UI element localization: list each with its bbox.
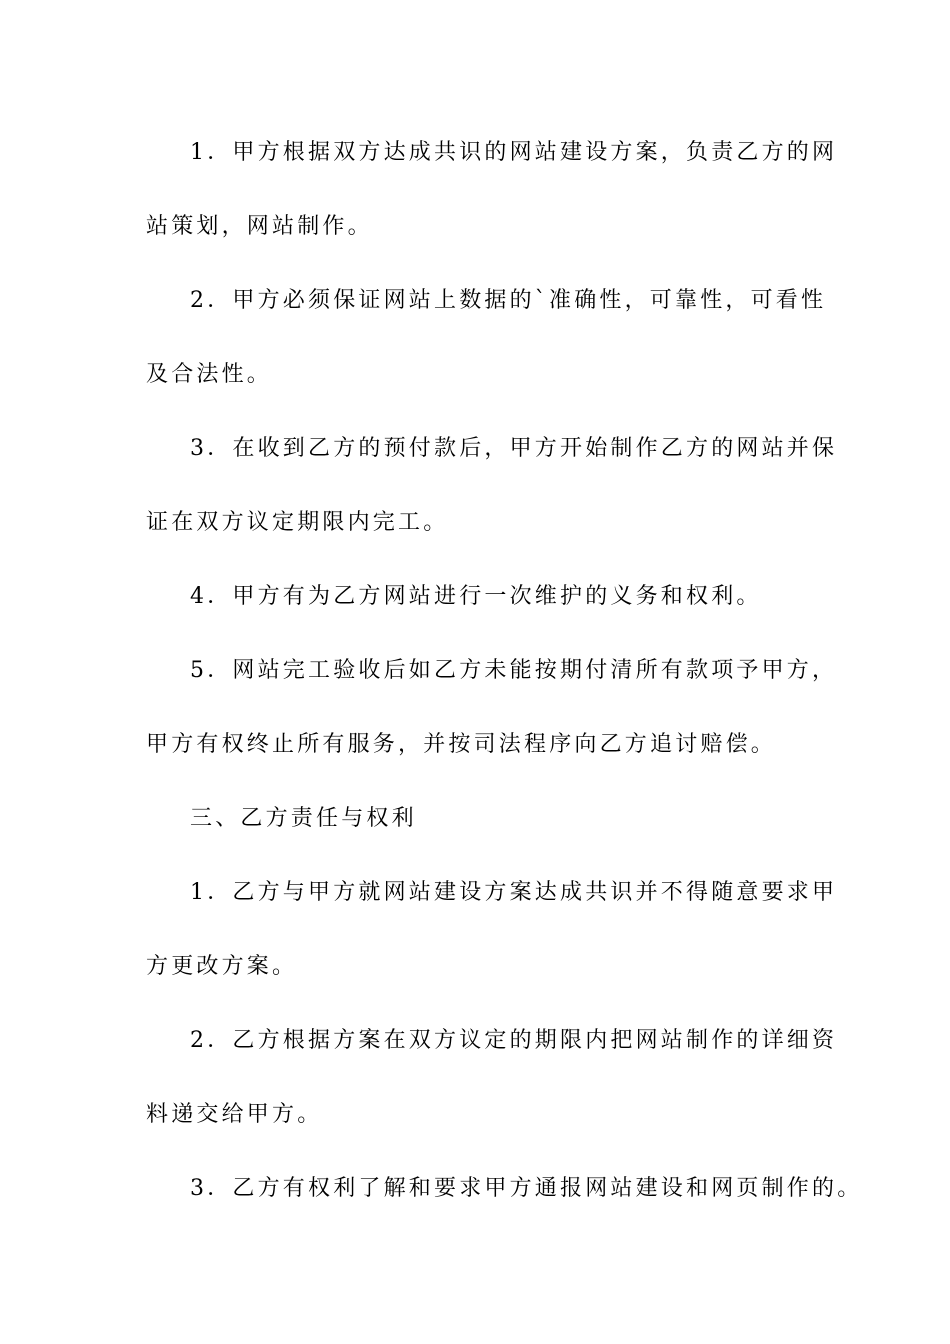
section-heading: 三、乙方责任与权利 xyxy=(190,806,417,831)
paragraph-line: 1．甲方根据双方达成共识的网站建设方案，负责乙方的网 xyxy=(190,140,838,165)
paragraph-line: 站策划，网站制作。 xyxy=(146,214,373,239)
paragraph-line: 及合法性。 xyxy=(146,362,273,387)
paragraph-line: 1．乙方与甲方就网站建设方案达成共识并不得随意要求甲 xyxy=(190,880,838,905)
paragraph-line: 3．乙方有权利了解和要求甲方通报网站建设和网页制作的。 xyxy=(190,1176,863,1201)
paragraph-line: 甲方有权终止所有服务，并按司法程序向乙方追讨赔偿。 xyxy=(146,732,777,757)
paragraph-line: 3．在收到乙方的预付款后，甲方开始制作乙方的网站并保 xyxy=(190,436,838,461)
paragraph-line: 料递交给甲方。 xyxy=(146,1102,323,1127)
paragraph-line: 5．网站完工验收后如乙方未能按期付清所有款项予甲方， xyxy=(190,658,838,683)
paragraph-line: 2．甲方必须保证网站上数据的`准确性，可靠性，可看性 xyxy=(190,288,827,313)
paragraph-line: 4．甲方有为乙方网站进行一次维护的义务和权利。 xyxy=(190,584,762,609)
paragraph-line: 2．乙方根据方案在双方议定的期限内把网站制作的详细资 xyxy=(190,1028,838,1053)
paragraph-line: 证在双方议定期限内完工。 xyxy=(146,510,449,535)
paragraph-line: 方更改方案。 xyxy=(146,954,298,979)
